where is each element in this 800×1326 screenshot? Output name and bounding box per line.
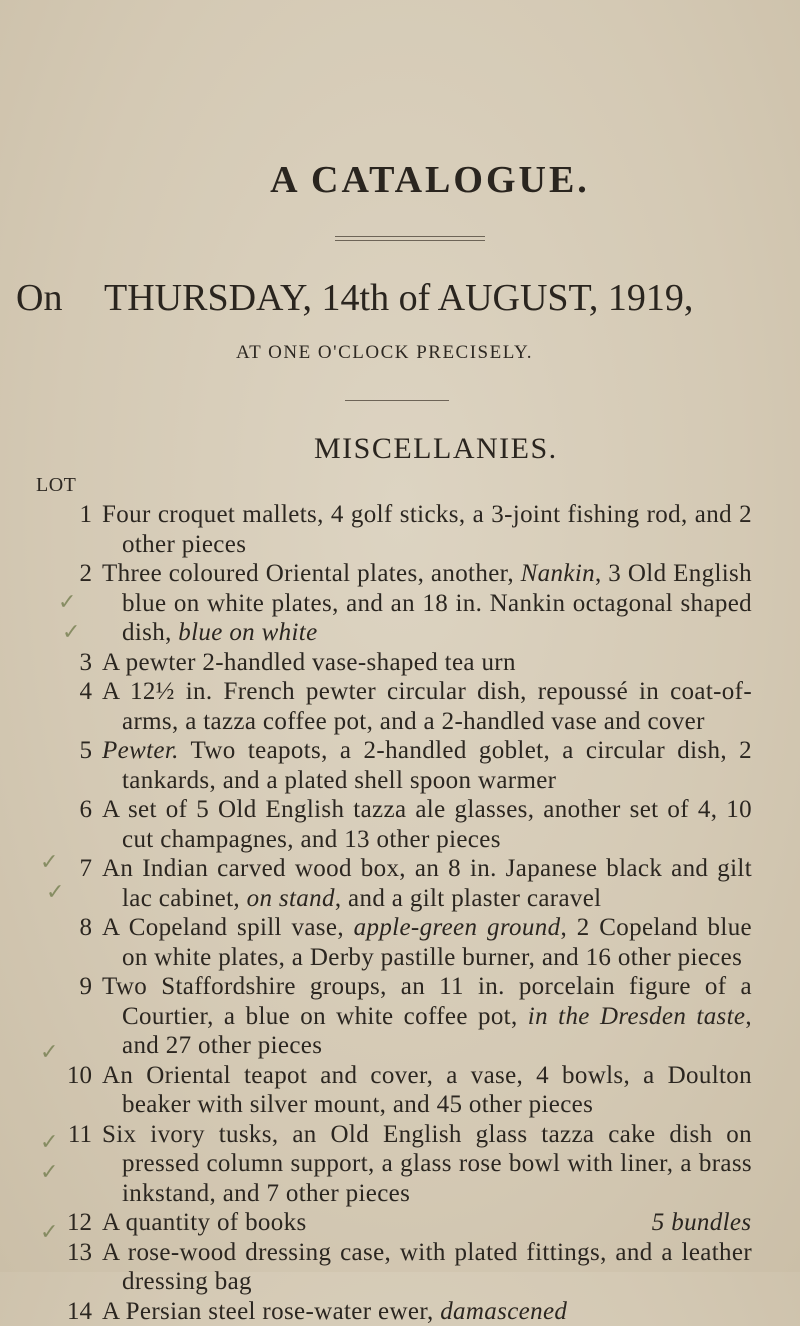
lot-description-text: A rose-wood dressing case, with plated fittings, and a leather dressing bag	[102, 1239, 752, 1296]
lot-entry	[0, 677, 800, 736]
pencil-tick-icon: ✓	[46, 880, 64, 905]
sale-time: AT ONE O'CLOCK PRECISELY.	[236, 342, 533, 364]
sale-date: THURSDAY, 14th of AUGUST, 1919,	[104, 277, 693, 319]
sale-dateline	[16, 276, 796, 320]
lot-entry	[0, 559, 800, 648]
lot-entry	[0, 736, 800, 795]
lot-number: 1	[0, 500, 102, 530]
lot-number: 9	[0, 972, 102, 1002]
lot-description	[102, 854, 752, 913]
lot-description	[102, 1297, 752, 1326]
lot-description-text: A Persian steel rose-water ewer,	[102, 1298, 440, 1325]
lot-entry	[0, 795, 800, 854]
pencil-tick-icon: ✓	[40, 850, 58, 875]
lot-number: 3	[0, 648, 102, 678]
lot-description	[102, 972, 752, 1061]
lot-description	[102, 559, 752, 648]
lot-description	[102, 1120, 752, 1209]
lot-description-text: Four croquet mallets, 4 golf sticks, a 3-joint fishing rod, and 2 other pieces	[102, 501, 752, 558]
lot-entry	[0, 648, 800, 678]
lot-number: 2	[0, 559, 102, 589]
lot-description-text: An Indian carved wood box, an 8 in. Japanese black and gilt lac cabinet,	[102, 855, 752, 912]
pencil-tick-icon: ✓	[40, 1160, 58, 1185]
lot-number: 5	[0, 736, 102, 766]
lot-number: 11	[0, 1120, 102, 1150]
lot-number: 12	[0, 1208, 102, 1238]
lot-number: 6	[0, 795, 102, 825]
lot-description-text: A 12½ in. French pewter circular dish, repoussé in coat-of-arms, a tazza coffee pot, and a 2-handled vase and cover	[102, 678, 752, 735]
lot-description	[102, 677, 752, 736]
pencil-tick-icon: ✓	[40, 1220, 58, 1245]
lot-description-text: A set of 5 Old English tazza ale glasses, another set of 4, 10 cut champagnes, and 13 other pieces	[102, 796, 752, 853]
lot-description-text: Two Staffordshire groups, an 11 in. porcelain figure of a Courtier, a blue on white coffee pot,	[102, 973, 752, 1030]
lot-description-text: Three coloured Oriental plates, another,	[102, 560, 521, 587]
lot-description-text: Two teapots, a 2-handled goblet, a circular dish, 2 tankards, and a plated shell spoon warmer	[122, 737, 752, 794]
lot-number: 4	[0, 677, 102, 707]
time-divider	[345, 400, 449, 401]
lot-description	[102, 913, 752, 972]
lot-quantity: 5 bundles	[672, 1208, 752, 1238]
lot-description-text: in the Dresden taste	[528, 1003, 746, 1030]
lot-description-text: blue on white	[178, 619, 317, 646]
lot-number: 10	[0, 1061, 102, 1091]
section-heading: MISCELLANIES.	[314, 432, 558, 466]
lot-description-text: , 3 Old English blue on white plates, and an 18 in. Nankin octagonal shaped dish,	[122, 560, 752, 646]
lot-description-text: A quantity of books	[102, 1209, 307, 1236]
lot-description-text: apple-green ground	[354, 914, 561, 941]
lot-number: 14	[0, 1297, 102, 1326]
pencil-tick-icon: ✓	[62, 620, 80, 645]
lot-number: 7	[0, 854, 102, 884]
lot-number: 13	[0, 1238, 102, 1268]
dateline-on: On	[16, 276, 104, 320]
lot-entry	[0, 1061, 800, 1120]
lot-description-text: , and a gilt plaster caravel	[335, 885, 602, 912]
pencil-tick-icon: ✓	[40, 1040, 58, 1065]
lot-description-text: , 2 Copeland blue on white plates, a Derby pastille burner, and 16 other pieces	[122, 914, 752, 971]
pencil-tick-icon: ✓	[40, 1130, 58, 1155]
catalogue-title: A CATALOGUE.	[30, 158, 800, 202]
lot-entry	[0, 913, 800, 972]
lot-description	[102, 736, 752, 795]
lot-description-text: , and 27 other pieces	[122, 1003, 752, 1060]
lot-description-text: Nankin	[521, 560, 595, 587]
lot-entry	[0, 1208, 800, 1238]
lot-entry	[0, 1297, 800, 1326]
pencil-tick-icon: ✓	[58, 590, 76, 615]
lot-entry	[0, 1120, 800, 1209]
lot-number: 8	[0, 913, 102, 943]
title-divider	[335, 236, 485, 241]
lot-description-text: A pewter 2-handled vase-shaped tea urn	[102, 649, 516, 676]
lot-entry	[0, 972, 800, 1061]
lot-description	[102, 648, 752, 678]
lot-description-text: Six ivory tusks, an Old English glass tazza cake dish on pressed column support, a glass rose bowl with liner, a brass inkstand, and 7 other pieces	[102, 1121, 752, 1207]
lot-entry	[0, 1238, 800, 1297]
lot-description-text: damascened	[440, 1298, 567, 1325]
lot-description	[102, 1061, 752, 1120]
lot-description	[102, 1238, 752, 1297]
lot-entry	[0, 854, 800, 913]
lot-column-label: LOT	[36, 474, 76, 497]
lot-description-text: An Oriental teapot and cover, a vase, 4 bowls, a Doulton beaker with silver mount, and 45 other pieces	[102, 1062, 752, 1119]
lot-description-text: Pewter.	[102, 737, 179, 764]
lot-description	[102, 795, 752, 854]
lot-list	[0, 500, 800, 1326]
lot-description-text: on stand	[247, 885, 335, 912]
lot-description-text: A Copeland spill vase,	[102, 914, 354, 941]
lot-description	[102, 500, 752, 559]
lot-description	[102, 1208, 752, 1238]
lot-entry	[0, 500, 800, 559]
